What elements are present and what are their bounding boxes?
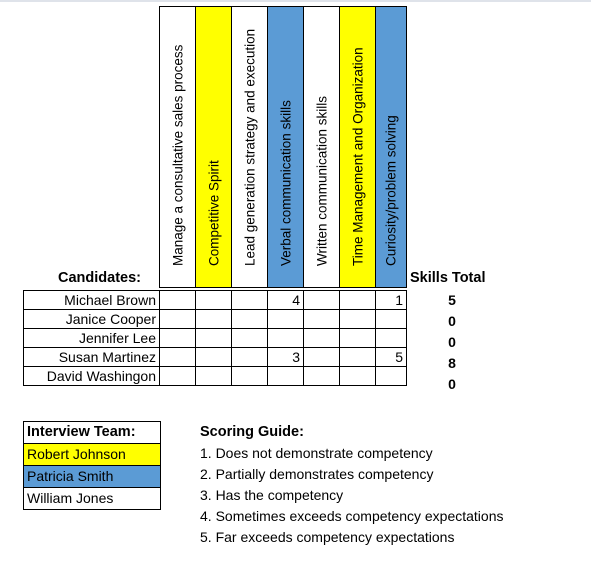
- score-cell[interactable]: [196, 367, 232, 386]
- scoring-guide-item: 2. Partially demonstrates competency: [200, 466, 434, 482]
- candidate-name[interactable]: Michael Brown: [24, 291, 160, 310]
- skill-header-label: Written communication skills: [313, 95, 329, 266]
- score-cell[interactable]: [340, 291, 376, 310]
- score-cell[interactable]: [196, 310, 232, 329]
- score-cell[interactable]: [160, 291, 196, 310]
- table-row: [24, 291, 407, 310]
- skill-header-label: Lead generation strategy and execution: [241, 28, 257, 266]
- candidate-name[interactable]: David Washingon: [24, 367, 160, 386]
- candidate-name[interactable]: Jennifer Lee: [24, 329, 160, 348]
- skill-header-5: [339, 6, 376, 288]
- table-row: [24, 348, 407, 367]
- scoring-guide-item: 1. Does not demonstrate competency: [200, 445, 433, 461]
- score-cell[interactable]: [340, 348, 376, 367]
- scoring-guide-title: Scoring Guide:: [200, 424, 304, 440]
- candidate-name[interactable]: Janice Cooper: [24, 310, 160, 329]
- skill-header-label: Competitive Spirit: [205, 159, 221, 266]
- score-cell[interactable]: [160, 348, 196, 367]
- score-cell[interactable]: [268, 329, 304, 348]
- score-cell[interactable]: [340, 367, 376, 386]
- scoring-guide-item: 4. Sometimes exceeds competency expectations: [200, 508, 504, 524]
- scoring-guide: [200, 422, 504, 548]
- score-cell[interactable]: [160, 310, 196, 329]
- interview-team-title: Interview Team:: [27, 424, 136, 440]
- score-cell[interactable]: 1: [376, 291, 407, 310]
- score-cell[interactable]: [232, 310, 268, 329]
- table-row: [24, 329, 407, 348]
- score-cell[interactable]: [160, 367, 196, 386]
- candidates-label: Candidates:: [58, 270, 141, 286]
- skill-header-0: [159, 6, 196, 288]
- score-cell[interactable]: [376, 367, 407, 386]
- table-row: [24, 310, 407, 329]
- skills-total-value: 0: [448, 376, 456, 392]
- score-cell[interactable]: 4: [268, 291, 304, 310]
- scoring-guide-item: 3. Has the competency: [200, 487, 344, 503]
- skill-header-6: [375, 6, 407, 288]
- skill-header-label: Manage a consultative sales process: [169, 44, 185, 266]
- score-cell[interactable]: [304, 367, 340, 386]
- score-cell[interactable]: [304, 291, 340, 310]
- score-cell[interactable]: [232, 367, 268, 386]
- skill-header-2: [231, 6, 268, 288]
- interview-team-legend: [23, 421, 161, 510]
- score-cell[interactable]: [304, 310, 340, 329]
- score-cell[interactable]: [232, 291, 268, 310]
- score-cell[interactable]: [196, 329, 232, 348]
- skills-total-value: 5: [448, 292, 456, 308]
- window-top-edge: [0, 0, 591, 2]
- score-cell[interactable]: [196, 291, 232, 310]
- score-cell[interactable]: [304, 329, 340, 348]
- skill-header-3: [267, 6, 304, 288]
- team-member: William Jones: [24, 487, 160, 509]
- skills-total-column: [440, 290, 464, 395]
- score-cell[interactable]: [340, 310, 376, 329]
- score-cell[interactable]: [160, 329, 196, 348]
- skill-header-4: [303, 6, 340, 288]
- skills-total-value: 8: [448, 355, 456, 371]
- score-cell[interactable]: [268, 310, 304, 329]
- score-cell[interactable]: [196, 348, 232, 367]
- score-cell[interactable]: [376, 310, 407, 329]
- skills-total-value: 0: [448, 313, 456, 329]
- score-cell[interactable]: [304, 348, 340, 367]
- table-row: [24, 367, 407, 386]
- skill-header-label: Time Management and Organization: [349, 46, 365, 266]
- skill-header-1: [195, 6, 232, 288]
- skill-header-label: Verbal communication skills: [277, 99, 293, 266]
- team-member: Patricia Smith: [24, 465, 160, 487]
- skills-total-label: Skills Total: [410, 270, 486, 286]
- candidate-score-grid: [23, 290, 407, 386]
- score-cell[interactable]: [232, 329, 268, 348]
- team-member: Robert Johnson: [24, 443, 160, 465]
- skills-total-value: 0: [448, 334, 456, 350]
- score-cell[interactable]: 5: [376, 348, 407, 367]
- score-cell[interactable]: [232, 348, 268, 367]
- score-cell[interactable]: [376, 329, 407, 348]
- score-cell[interactable]: [340, 329, 376, 348]
- candidate-name[interactable]: Susan Martinez: [24, 348, 160, 367]
- skill-header-label: Curiosity/problem solving: [383, 114, 399, 266]
- score-cell[interactable]: 3: [268, 348, 304, 367]
- scoring-guide-item: 5. Far exceeds competency expectations: [200, 529, 455, 545]
- score-cell[interactable]: [268, 367, 304, 386]
